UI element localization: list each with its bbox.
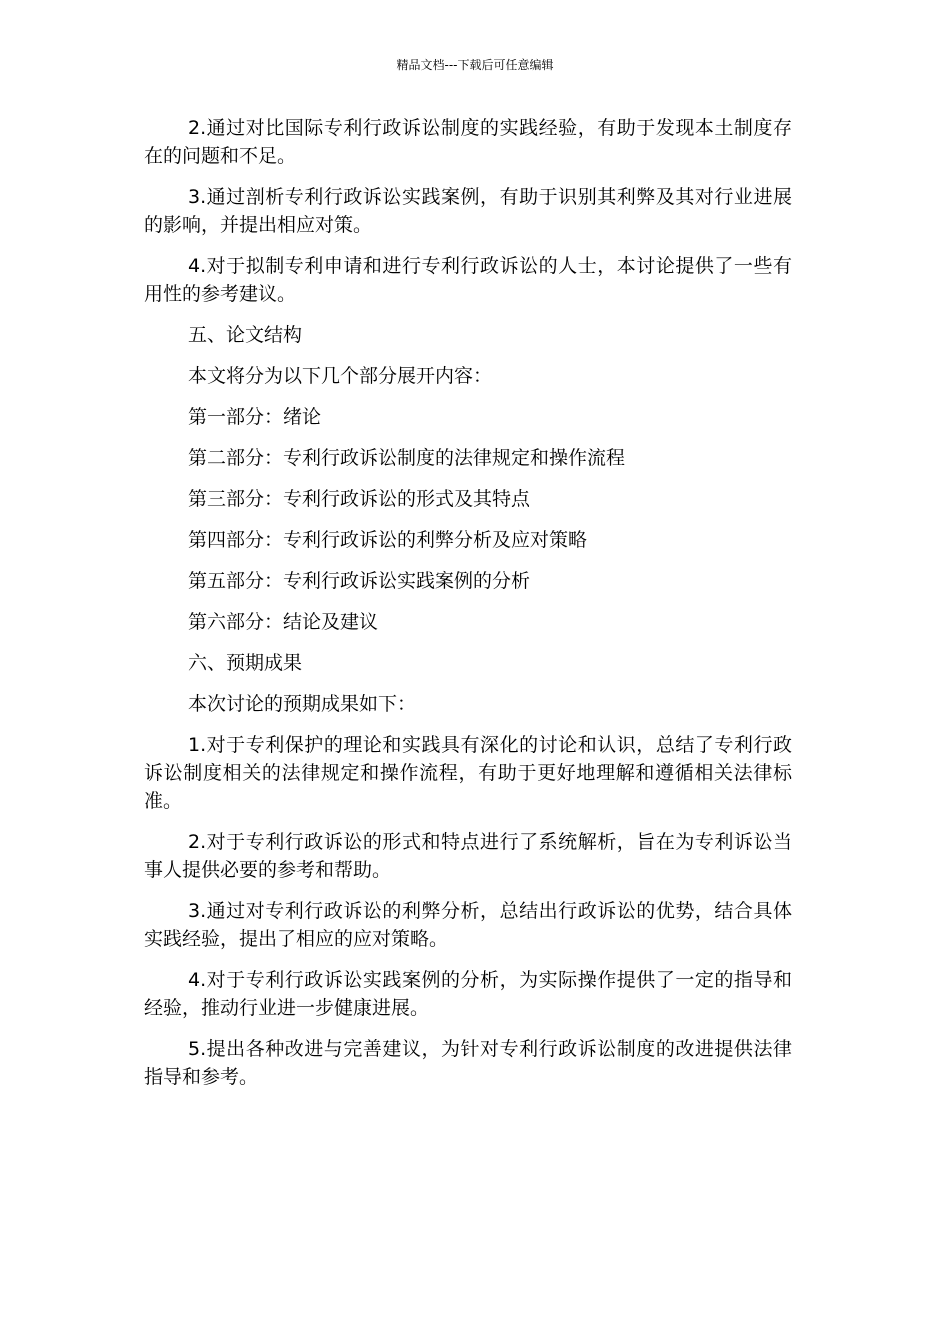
outcome-item: 2.对于专利行政诉讼的形式和特点进行了系统解析，旨在为专利诉讼当事人提供必要的参考和帮助。 (144, 831, 792, 881)
page-header: 精品文档---下载后可任意编辑 (396, 58, 554, 72)
structure-item: 第三部分：专利行政诉讼的形式及其特点 (188, 488, 531, 510)
section-intro: 本文将分为以下几个部分展开内容： (188, 365, 493, 387)
paragraph: 4.对于拟制专利申请和进行专利行政诉讼的人士，本讨论提供了一些有用性的参考建议。 (144, 255, 792, 305)
section-heading: 六、预期成果 (188, 652, 303, 674)
section-heading: 五、论文结构 (188, 324, 303, 346)
document-body (144, 114, 792, 1104)
structure-item: 第五部分：专利行政诉讼实践案例的分析 (188, 570, 531, 592)
outcome-item: 1.对于专利保护的理论和实践具有深化的讨论和认识，总结了专利行政诉讼制度相关的法律规定和操作流程，有助于更好地理解和遵循相关法律标准。 (144, 734, 792, 812)
structure-item: 第六部分：结论及建议 (188, 611, 379, 633)
paragraph: 3.通过剖析专利行政诉讼实践案例，有助于识别其利弊及其对行业进展的影响，并提出相应对策。 (144, 186, 792, 236)
outcome-item: 4.对于专利行政诉讼实践案例的分析，为实际操作提供了一定的指导和经验，推动行业进一步健康进展。 (144, 969, 792, 1019)
outcome-item: 5.提出各种改进与完善建议，为针对专利行政诉讼制度的改进提供法律指导和参考。 (144, 1038, 792, 1088)
structure-item: 第四部分：专利行政诉讼的利弊分析及应对策略 (188, 529, 588, 551)
paragraph: 2.通过对比国际专利行政诉讼制度的实践经验，有助于发现本土制度存在的问题和不足。 (144, 117, 792, 167)
outcome-item: 3.通过对专利行政诉讼的利弊分析，总结出行政诉讼的优势，结合具体实践经验，提出了相应的应对策略。 (144, 900, 792, 950)
structure-item: 第一部分：绪论 (188, 406, 322, 428)
section-intro: 本次讨论的预期成果如下： (188, 693, 417, 715)
structure-item: 第二部分：专利行政诉讼制度的法律规定和操作流程 (188, 447, 626, 469)
